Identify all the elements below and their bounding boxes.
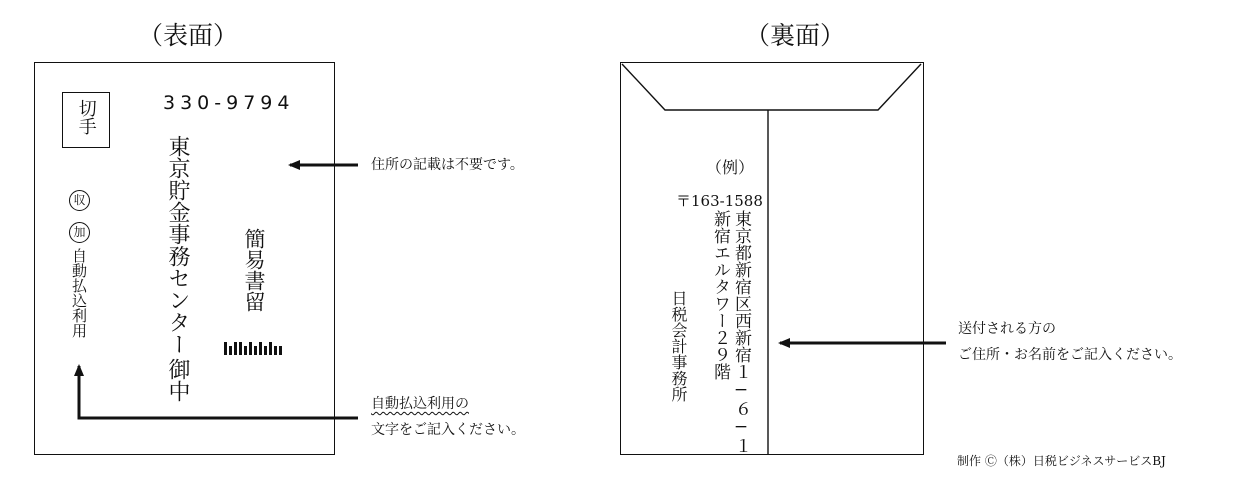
sender-address-line1: 東京都新宿区西新宿１−６−１ xyxy=(731,210,751,454)
sender-address-line2: 新宿エルタワー２９階 xyxy=(710,210,730,380)
example-label: （例） xyxy=(706,158,755,177)
circle-receipt-mark xyxy=(69,190,90,211)
circle-add-mark xyxy=(69,222,90,243)
stamp-box xyxy=(62,92,110,148)
recipient-name: 東京貯金事務センター xyxy=(165,135,190,355)
front-title: （表面） xyxy=(138,21,239,50)
envelope-back xyxy=(620,62,924,455)
note-auto-payment-line1: 自動払込利用の xyxy=(371,396,469,412)
credit-line: 制作 Ⓒ（株）日税ビジネスサービスBJ xyxy=(957,454,1166,468)
back-postal-code: 〒163-1588 xyxy=(676,192,763,210)
circle-add-label: 加 xyxy=(73,225,86,239)
registered-mail-label: 簡易書留 xyxy=(242,228,266,312)
note-sender-line2: ご住所・お名前をご記入ください。 xyxy=(958,347,1182,363)
note-address-not-required: 住所の記載は不要です。 xyxy=(371,157,524,173)
note-sender-line1: 送付される方の xyxy=(958,321,1056,337)
sender-name: 日税会計事務所 xyxy=(669,290,688,402)
front-postal-code: 330-9794 xyxy=(163,92,295,114)
stamp-label: 切手 xyxy=(75,99,97,135)
honorific: 御中 xyxy=(165,358,190,402)
circle-receipt-label: 収 xyxy=(73,193,86,207)
auto-payment-vertical-label: 自動払込利用 xyxy=(70,248,88,338)
note-auto-payment-line2: 文字をご記入ください。 xyxy=(371,422,525,438)
back-title: （裏面） xyxy=(745,21,846,50)
